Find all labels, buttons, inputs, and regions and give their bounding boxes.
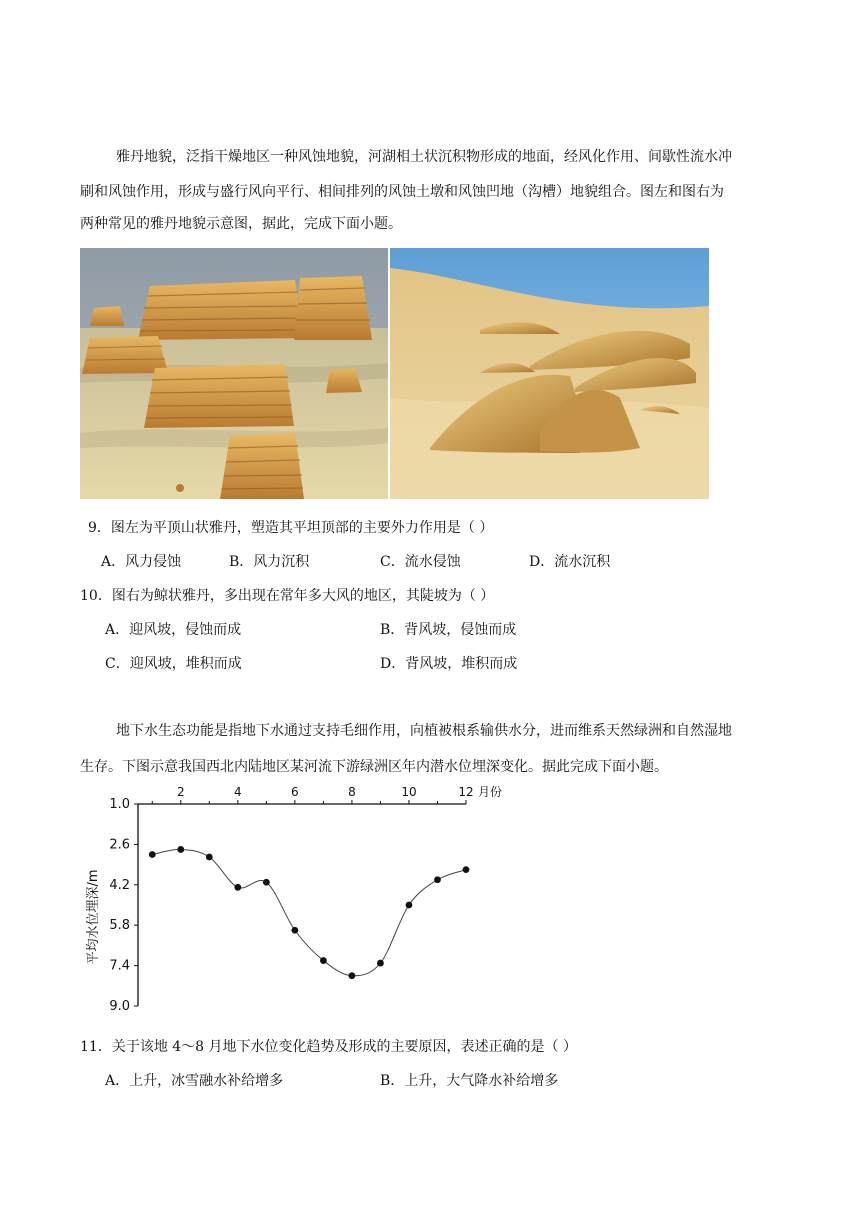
q9-option-b: B．风力沉积 <box>229 554 310 570</box>
x-tick-label: 12 <box>458 785 474 799</box>
x-tick-label: 4 <box>234 785 242 799</box>
data-point <box>463 866 470 873</box>
y-tick-label: 7.4 <box>109 958 130 974</box>
x-tick-label: 6 <box>291 785 299 799</box>
y-tick-label: 9.0 <box>109 999 130 1014</box>
y-tick-label: 1.0 <box>109 797 130 812</box>
series-line <box>152 849 466 975</box>
q9-option-a: A．风力侵蚀 <box>101 554 182 570</box>
y-tick-label: 4.2 <box>109 877 130 893</box>
data-point <box>291 927 298 934</box>
data-point <box>406 902 413 909</box>
passage1-line1: 雅丹地貌，泛指干燥地区一种风蚀地貌，河湖相土状沉积物形成的地面，经风化作用、间歇性流水冲 <box>116 149 732 165</box>
q10-stem: 10．图右为鲸状雅丹，多出现在常年多大风的地区，其陡坡为（ ） <box>80 588 495 604</box>
x-tick-label: 10 <box>401 785 417 799</box>
data-point <box>377 960 384 967</box>
data-point <box>434 876 441 883</box>
x-unit-label: 月份 <box>478 785 503 799</box>
q9-stem: 9．图左为平顶山状雅丹，塑造其平坦顶部的主要外力作用是（ ） <box>88 520 494 536</box>
q10-option-a: A．迎风坡，侵蚀而成 <box>105 622 242 638</box>
y-axis-label: 平均水位埋深/m <box>86 869 101 965</box>
data-point <box>149 851 156 858</box>
q11-option-b: B．上升，大气降水补给增多 <box>380 1073 559 1089</box>
passage2-line2: 生存。下图示意我国西北内陆地区某河流下游绿洲区年内潜水位埋深变化。据此完成下面小题。 <box>80 759 668 775</box>
data-point <box>206 854 213 861</box>
q11-option-a: A．上升，冰雪融水补给增多 <box>105 1073 284 1089</box>
y-tick-label: 2.6 <box>109 837 130 853</box>
data-point <box>349 972 356 979</box>
data-point <box>177 846 184 853</box>
whale-back-yardang-illustration <box>390 248 709 499</box>
chart-svg <box>80 784 520 1016</box>
passage1-line2: 刷和风蚀作用，形成与盛行风向平行、相间排列的风蚀土墩和风蚀凹地（沟槽）地貌组合。图左和图右为 <box>80 184 724 200</box>
x-tick-label: 8 <box>348 785 356 799</box>
passage2-line1: 地下水生态功能是指地下水通过支持毛细作用，向植被根系输供水分，进而维系天然绿洲和自然湿地 <box>116 723 732 739</box>
q9-option-c: C．流水侵蚀 <box>380 554 461 570</box>
q9-option-d: D．流水沉积 <box>529 554 611 570</box>
passage1-line3: 两种常见的雅丹地貌示意图，据此，完成下面小题。 <box>80 216 402 232</box>
y-tick-label: 5.8 <box>109 918 130 934</box>
flat-top-yardang-illustration <box>80 248 388 499</box>
q10-option-d: D．背风坡，堆积而成 <box>380 656 518 672</box>
water-table-depth-chart <box>80 784 520 1016</box>
data-point <box>263 879 270 886</box>
q10-option-c: C．迎风坡，堆积而成 <box>105 656 242 672</box>
data-point <box>320 957 327 964</box>
q10-option-b: B．背风坡，侵蚀而成 <box>380 622 517 638</box>
q11-stem: 11．关于该地 4～8 月地下水位变化趋势及形成的主要原因，表述正确的是（ ） <box>80 1039 577 1055</box>
data-point <box>234 884 241 891</box>
x-tick-label: 2 <box>176 785 185 799</box>
